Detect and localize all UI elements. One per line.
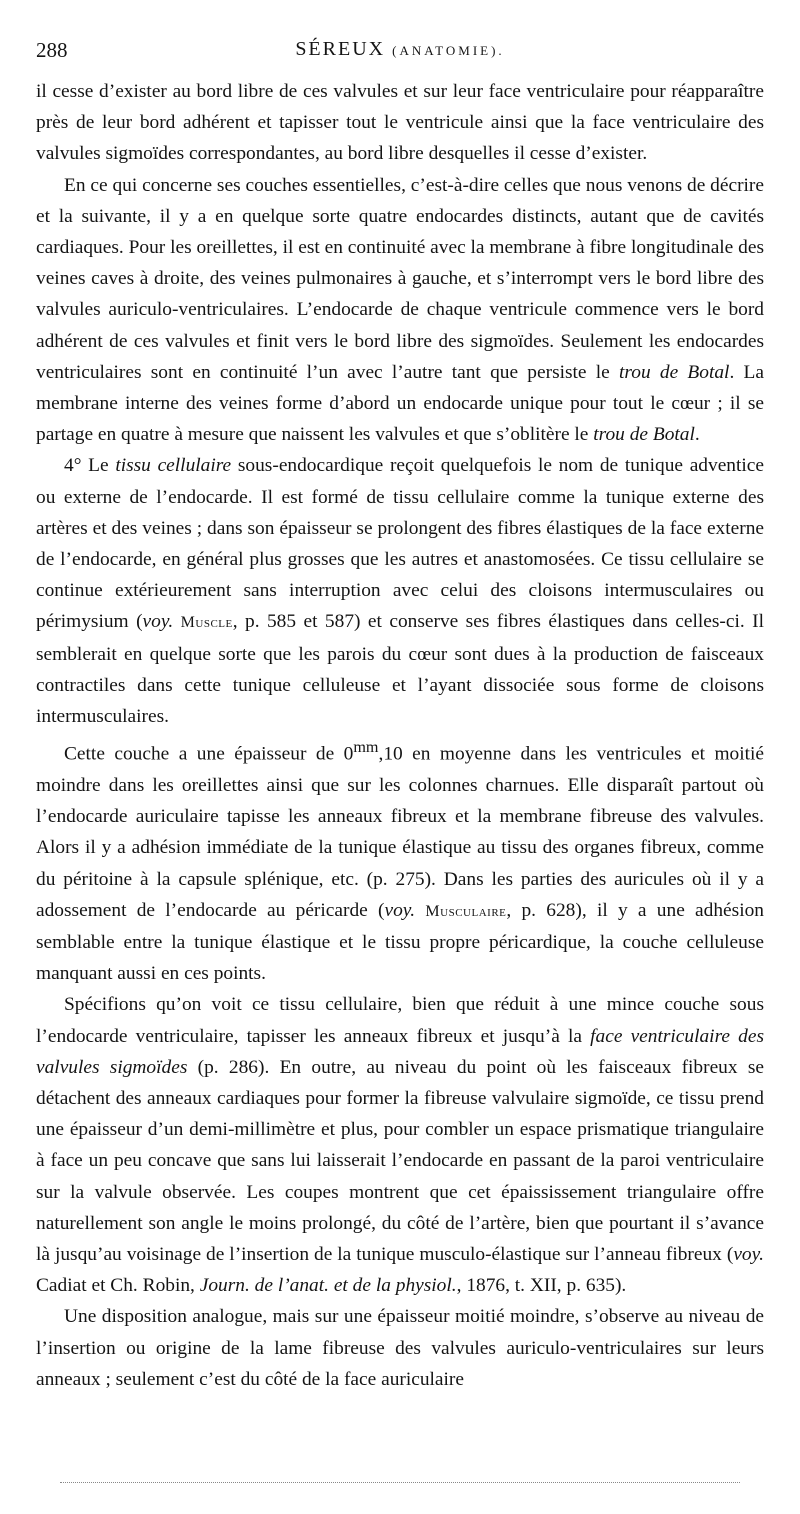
italic-text: tissu cellulaire <box>115 455 232 477</box>
text-run: ,10 en moyenne dans les ventricules et moitié moindre dans les oreillettes ainsi que sur les colonnes charnues. Elle disparaît partout où l’endocarde auriculaire tapisse les anneaux fibreux et la membrane fibreuse des valvules. Alors il y a adhésion immédiate de la tunique élastique au tissu des organes fibreux, comme du péritoine à la capsule splénique, etc. (p. 275). Dans les parties des auricules où il y a adossement de l’endocarde au péricarde ( <box>36 743 764 921</box>
footer-rule <box>60 1482 740 1483</box>
italic-text: voy. <box>142 611 174 633</box>
italic-text: voy. <box>384 899 416 921</box>
running-title-subtitle: (ANATOMIE). <box>392 43 505 58</box>
italic-text: face ventriculaire des valvules sigmoïdes <box>36 1025 764 1078</box>
paragraph-1 <box>36 76 764 170</box>
text-run <box>415 900 425 921</box>
text-run: Cette couche a une épaisseur de 0 <box>64 743 354 765</box>
text-run: En ce qui concerne ses couches essentielles, c’est-à-dire celles que nous venons de décrire et la suivante, il y a en quelque sorte quatre endocardes distincts, autant que de cavités cardiaques. Pour les oreillettes, il est en continuité avec la membrane à fibre longitudinale des veines caves à droite, des veines pulmonaires à gauche, et s’interrompt vers le bord libre des valvules auriculo-ventriculaires. L’endocarde de chaque ventricule commence vers le bord adhérent de ces valvules et finit vers le bord libre des sigmoïdes. Seulement les endocardes ventriculaires sont en continuité l’un avec l’autre tant que persiste le <box>36 174 764 383</box>
paragraph-4 <box>36 732 764 989</box>
paragraph-2 <box>36 170 764 451</box>
italic-text: voy. <box>733 1243 764 1265</box>
text-run: Spécifions qu’on voit ce tissu cellulaire, bien que réduit à une mince couche sous l’endocarde ventriculaire, tapisser les anneaux fibreux et jusqu’à la <box>36 994 764 1047</box>
text-run: Une disposition analogue, mais sur une épaisseur moitié moindre, s’observe au niveau de l’insertion ou origine de la lame fibreuse des valvules auriculo-ventriculaires sur leurs anneaux ; seulement c’est du côté de la face auriculaire <box>36 1306 764 1390</box>
superscript-text: mm <box>353 739 379 757</box>
running-title-main: SÉREUX <box>295 38 386 60</box>
text-run: (p. 286). En outre, au niveau du point où les faisceaux fibreux se détachent des anneaux cardiaques pour former la fibreuse valvulaire sigmoïde, ce tissu prend une épaisseur d’un demi-millimètre et plus, pour combler un espace prismatique triangulaire à face un peu concave que sans lui laisserait l’endocarde en passant de la paroi ventriculaire sur la valvule observée. Les coupes montrent que cet épaississement triangulaire offre naturellement son angle le moins prolongé, du côté de l’artère, bien que pourtant il s’avance là jusqu’au voisinage de l’insertion de la tunique musculo-élastique sur l’anneau fibreux ( <box>36 1056 764 1265</box>
text-run: Cadiat et Ch. Robin, <box>36 1275 200 1297</box>
small-caps-text: Muscle <box>180 614 233 632</box>
text-run: . <box>694 424 700 446</box>
paragraph-3 <box>36 450 764 732</box>
text-run <box>173 611 180 632</box>
small-caps-text: Musculaire <box>425 902 507 920</box>
text-run: il cesse d’exister au bord libre de ces valvules et sur leur face ventriculaire pour réapparaître près de leur bord adhérent et tapisser tout le ventricule ainsi que la face ventriculaire des valvules sigmoïdes correspondantes, au bord libre desquelles il cesse d’exister. <box>36 81 764 165</box>
text-run: 4° Le <box>64 455 116 477</box>
text-run: sous-endocardique reçoit quelquefois le nom de tunique adventice ou externe de l’endocarde. Il est formé de tissu cellulaire comme la tunique externe des artères et des veines ; dans son épaisseur se prolongent des fibres élastiques de la face externe de l’endocarde, en général plus grosses que les autres et anastomosées. Ce tissu cellulaire se continue extérieurement sans interruption avec celui des cloisons intermusculaires ou périmysium ( <box>36 455 764 633</box>
paragraph-6 <box>36 1301 764 1395</box>
paragraph-5 <box>36 989 764 1301</box>
text-run: , p. 628), il y a une adhésion semblable entre la tunique élastique et le tissu propre péricardique, la couche celluleuse manquant aussi en ces points. <box>36 899 764 985</box>
text-run: , 1876, t. XII, p. 635). <box>456 1275 627 1297</box>
running-head <box>36 38 764 68</box>
italic-text: trou de Botal <box>593 424 695 446</box>
running-title <box>36 38 764 61</box>
text-run: . La membrane interne des veines forme d’abord un endocarde unique pour tout le cœur ; il se partage en quatre à mesure que naissent les valvules et que s’oblitère le <box>36 361 764 446</box>
italic-text: trou de Botal <box>619 361 730 383</box>
body-text <box>36 76 764 1395</box>
text-run: , p. 585 et 587) et conserve ses fibres élastiques dans celles-ci. Il semblerait en quelque sorte que les parois du cœur sont dues à la production de faisceaux contractiles dans cette tunique celluleuse et l’ayant dissociée sous forme de cloisons intermusculaires. <box>36 611 764 728</box>
italic-text: Journ. de l’anat. et de la physiol. <box>199 1275 457 1297</box>
page-number: 288 <box>36 38 68 62</box>
